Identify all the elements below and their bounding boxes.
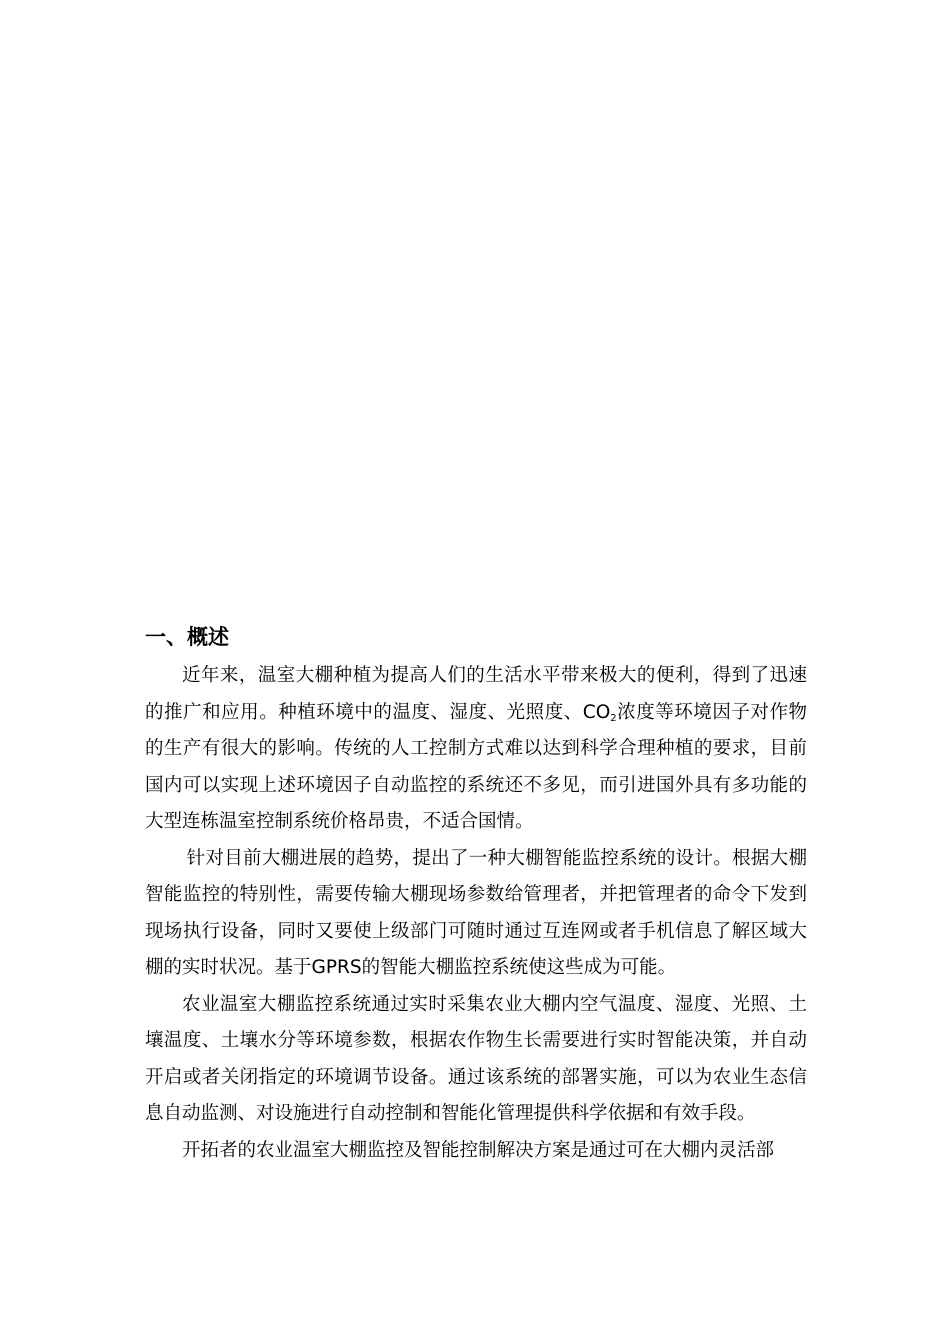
co2-subscript: 2	[610, 712, 617, 724]
paragraph-3: 农业温室大棚监控系统通过实时采集农业大棚内空气温度、湿度、光照、土壤温度、土壤水分等环境参数，根据农作物生长需要进行实时智能决策，并自动开启或者关闭指定的环境调节设备。通过该系统的部署实施，可以为农业生态信息自动监测、对设施进行自动控制和智能化管理提供科学依据和有效手段。	[145, 993, 807, 1124]
paragraph-1	[145, 658, 807, 841]
paragraph-1-text-b: 浓度等环境因子对作物的生产有很大的影响。传统的人工控制方式难以达到科学合理种植的要求，目前国内可以实现上述环境因子自动监控的系统还不多见，而引进国外具有多功能的大型连栋温室控制系统价格昂贵，不适合国情。	[145, 701, 807, 832]
paragraph-1-text-a: 近年来，温室大棚种植为提高人们的生活水平带来极大的便利，得到了迅速的推广和应用。种植环境中的温度、湿度、光照度、CO	[145, 665, 807, 723]
document-body	[145, 622, 807, 1169]
section-heading: 一、概述	[145, 625, 229, 649]
paragraph-2: 针对目前大棚进展的趋势，提出了一种大棚智能监控系统的设计。根据大棚智能监控的特别性，需要传输大棚现场参数给管理者，并把管理者的命令下发到现场执行设备，同时又要使上级部门可随时通过互连网或者手机信息了解区域大棚的实时状况。基于GPRS的智能大棚监控系统使这些成为可能。	[145, 847, 807, 978]
paragraph-4: 开拓者的农业温室大棚监控及智能控制解决方案是通过可在大棚内灵活部	[182, 1139, 775, 1161]
